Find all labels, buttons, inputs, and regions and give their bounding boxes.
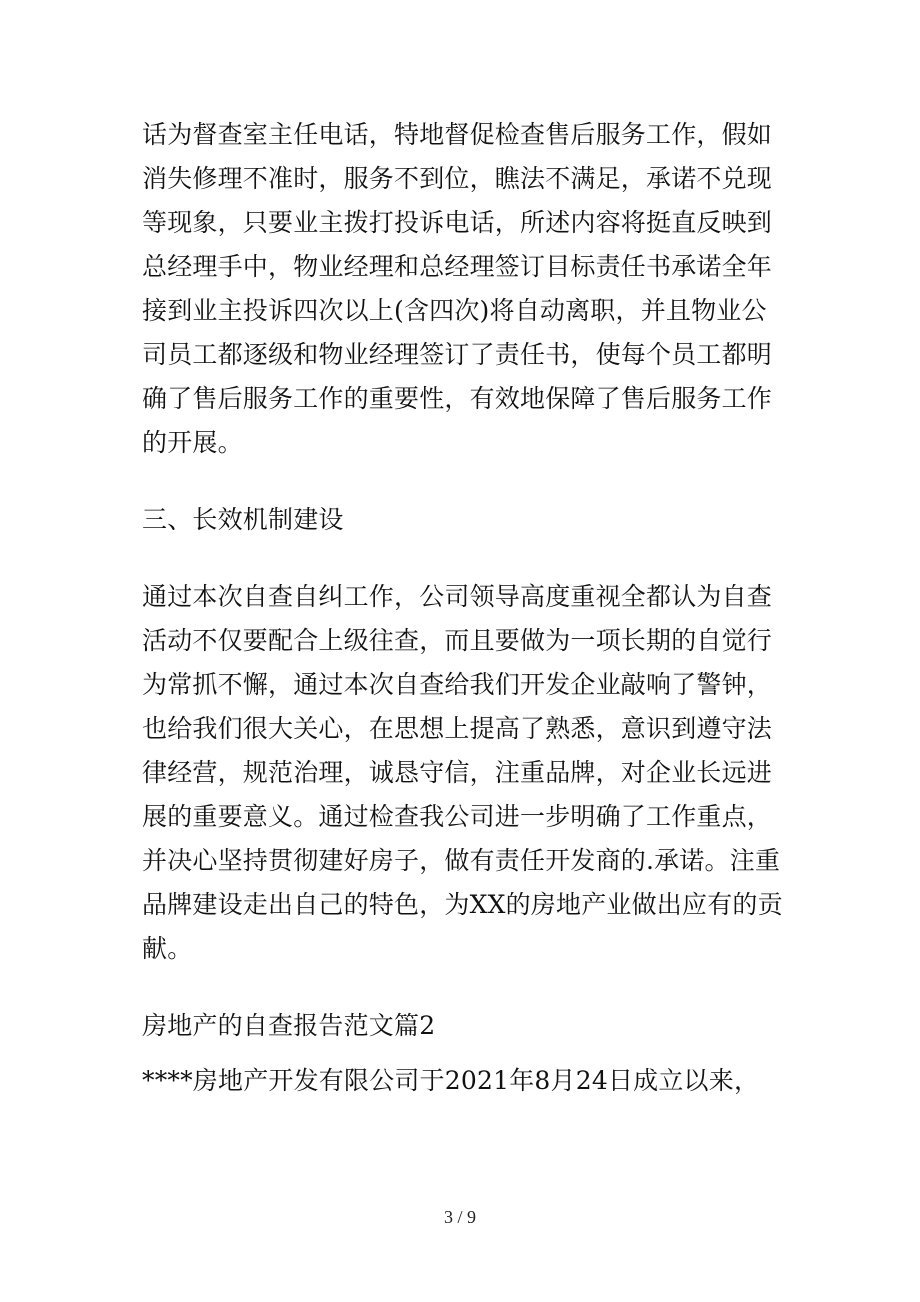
paragraph-2-line-4: 也给我们很大关心，在思想上提高了熟悉，意识到遵守法: [142, 714, 773, 743]
paragraph-2-line-1: 通过本次自查自纠工作，公司领导高度重视全都认为自查: [142, 582, 773, 611]
paragraph-1-line-7: 确了售后服务工作的重要性，有效地保障了售后服务工作: [142, 384, 773, 413]
paragraph-2-line-3: 为常抓不懈，通过本次自查给我们开发企业敲响了警钟，: [142, 670, 773, 699]
paragraph-2-line-8: 品牌建设走出自己的特色，为XX的房地产业做出应有的贡: [142, 890, 783, 919]
paragraph-2-line-9: 献。: [142, 934, 193, 963]
paragraph-2-line-7: 并决心坚持贯彻建好房子，做有责任开发商的.承诺。注重: [142, 846, 781, 875]
paragraph-1-line-3: 等现象，只要业主拨打投诉电话，所述内容将挺直反映到: [142, 208, 773, 237]
paragraph-2-line-6: 展的重要意义。通过检查我公司进一步明确了工作重点，: [142, 802, 773, 831]
paragraph-1-line-2: 消失修理不准时，服务不到位，瞧法不满足，承诺不兑现: [142, 164, 773, 193]
article-title: 房地产的自查报告范文篇2: [142, 1011, 436, 1040]
paragraph-2-line-2: 活动不仅要配合上级往查，而且要做为一项长期的自觉行: [142, 626, 773, 655]
paragraph-2-line-5: 律经营，规范治理，诚恳守信，注重品牌，对企业长远进: [142, 758, 773, 787]
paragraph-1-line-6: 司员工都逐级和物业经理签订了责任书，使每个员工都明: [142, 340, 773, 369]
paragraph-1-line-1: 话为督查室主任电话，特地督促检查售后服务工作，假如: [142, 120, 773, 149]
page-number: 3 / 9: [443, 1207, 476, 1227]
article-first-line: ****房地产开发有限公司于2021年8月24日成立以来，: [142, 1066, 760, 1095]
paragraph-1-line-5: 接到业主投诉四次以上(含四次)将自动离职，并且物业公: [142, 296, 767, 325]
section-heading: 三、长效机制建设: [142, 505, 344, 534]
paragraph-1-line-4: 总经理手中，物业经理和总经理签订目标责任书承诺全年: [142, 252, 773, 281]
paragraph-1-line-8: 的开展。: [142, 428, 243, 457]
